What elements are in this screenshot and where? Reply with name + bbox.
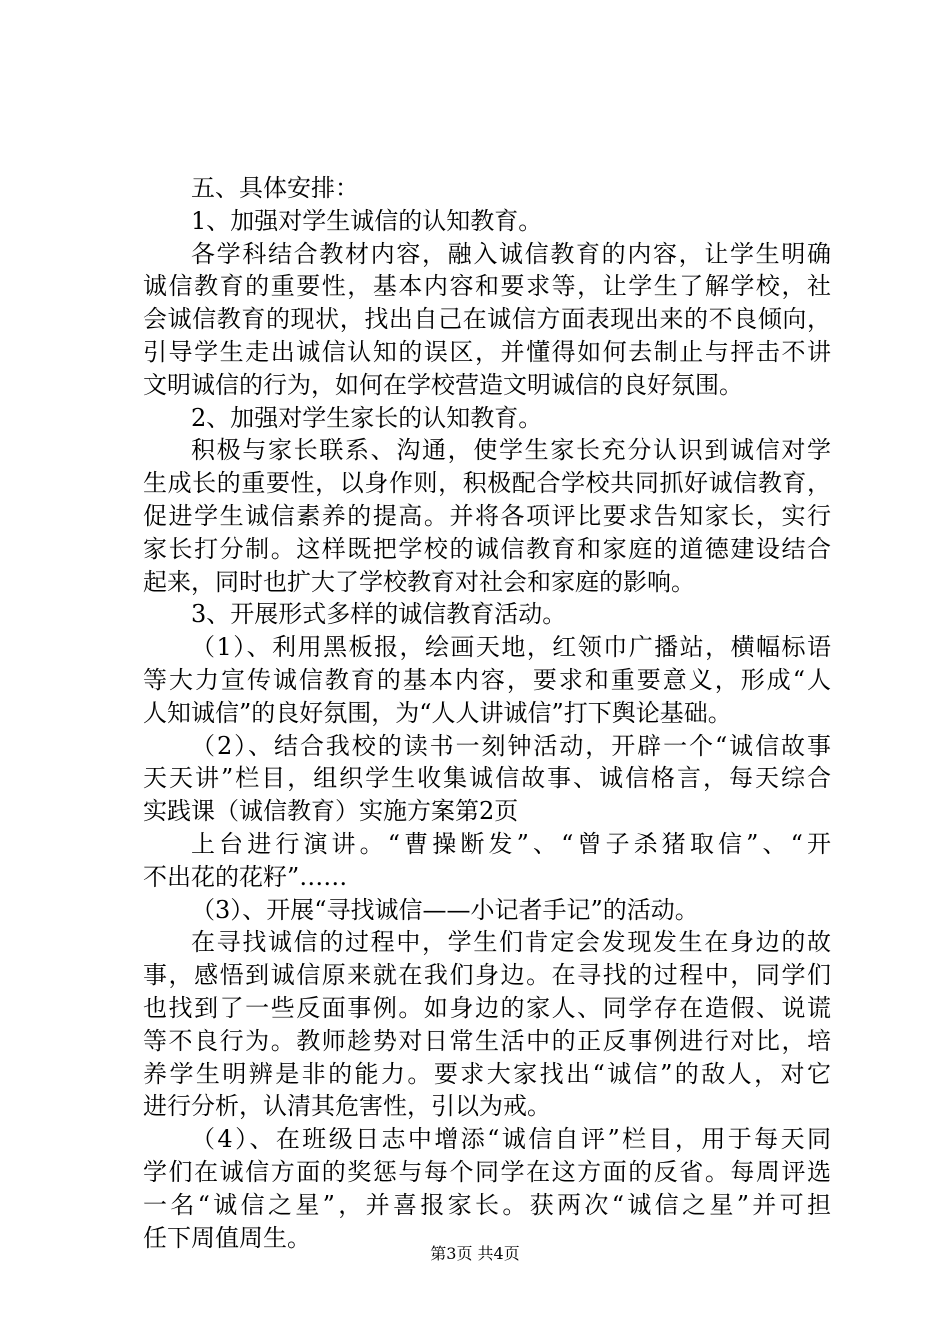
text-line: 不出花的花籽”…… (143, 862, 348, 891)
text-line: 诚信教育的重要性，基本内容和要求等，让学生了解学校，社 (143, 272, 831, 301)
text-line: 会诚信教育的现状，找出自己在诚信方面表现出来的不良倾向， (143, 305, 831, 334)
text-line: 起来，同时也扩大了学校教育对社会和家庭的影响。 (143, 567, 695, 596)
text-line: 上台进行演讲。“曹操断发”、“曾子杀猪取信”、“开 (191, 829, 831, 858)
text-line: 等大力宣传诚信教育的基本内容，要求和重要意义，形成“人 (143, 665, 831, 694)
text-line: （3）、开展“寻找诚信——小记者手记”的活动。 (191, 895, 699, 924)
text-line: 学们在诚信方面的奖惩与每个同学在这方面的反省。每周评选 (143, 1157, 831, 1186)
text-line: 人知诚信”的良好氛围，为“人人讲诚信”打下舆论基础。 (143, 698, 732, 727)
text-line: 家长打分制。这样既把学校的诚信教育和家庭的道德建设结合 (143, 534, 831, 563)
text-line: 实践课（诚信教育）实施方案第2页 (143, 797, 519, 826)
text-line: 事，感悟到诚信原来就在我们身边。在寻找的过程中，同学们 (143, 961, 831, 990)
text-line: 天天讲”栏目，组织学生收集诚信故事、诚信格言，每天综合 (143, 764, 831, 793)
text-line: 文明诚信的行为，如何在学校营造文明诚信的良好氛围。 (143, 370, 743, 399)
text-line: 五、具体安排： (191, 174, 359, 202)
text-line: 各学科结合教材内容，融入诚信教育的内容，让学生明确 (191, 239, 831, 268)
page-footer: 第3页 共4页 (430, 1244, 520, 1263)
text-line: 3、开展形式多样的诚信教育活动。 (191, 600, 567, 629)
text-line: 任下周值周生。 (143, 1223, 311, 1252)
document-body (143, 172, 831, 1254)
text-line: 养学生明辨是非的能力。要求大家找出“诚信”的敌人，对它 (143, 1059, 831, 1088)
text-line: 促进学生诚信素养的提高。并将各项评比要求告知家长，实行 (143, 501, 831, 530)
text-line: 等不良行为。教师趁势对日常生活中的正反事例进行对比，培 (143, 1026, 831, 1055)
text-line: 也找到了一些反面事例。如身边的家人、同学存在造假、说谎 (143, 993, 831, 1022)
text-line: 生成长的重要性，以身作则，积极配合学校共同抓好诚信教育， (143, 469, 831, 498)
text-line: 进行分析，认清其危害性，引以为戒。 (143, 1092, 551, 1121)
text-line: 积极与家长联系、沟通，使学生家长充分认识到诚信对学 (191, 436, 831, 465)
text-line: 引导学生走出诚信认知的误区，并懂得如何去制止与抨击不讲 (143, 337, 831, 366)
text-line: （4）、在班级日志中增添“诚信自评”栏目，用于每天同 (191, 1125, 831, 1154)
text-line: （2）、结合我校的读书一刻钟活动，开辟一个“诚信故事 (191, 731, 831, 760)
text-line: 2、加强对学生家长的认知教育。 (191, 403, 543, 432)
text-line: 一名“诚信之星”，并喜报家长。获两次“诚信之星”并可担 (143, 1190, 831, 1219)
text-line: 在寻找诚信的过程中，学生们肯定会发现发生在身边的故 (191, 928, 831, 957)
text-line: （1）、利用黑板报，绘画天地，红领巾广播站，横幅标语 (191, 633, 831, 662)
text-line: 1、加强对学生诚信的认知教育。 (191, 206, 543, 235)
